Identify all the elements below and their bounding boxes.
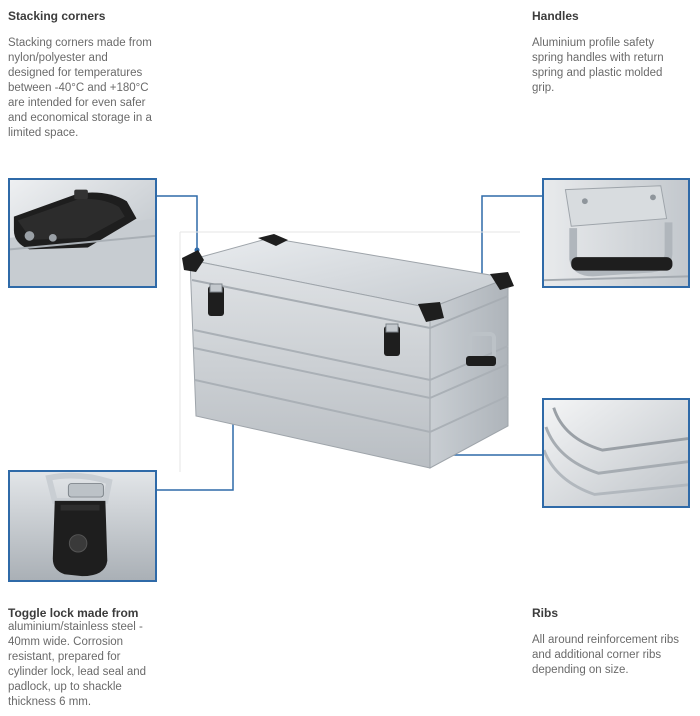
stacking-corners-title: Stacking corners xyxy=(8,9,106,23)
ribs-description: All around reinforcement ribs and additional corner ribs depending on size. xyxy=(532,634,680,676)
handles-title: Handles xyxy=(532,9,579,23)
toggle-lock-right xyxy=(384,324,400,356)
ribs-title: Ribs xyxy=(532,606,559,620)
toggle-lock-photo xyxy=(8,470,157,582)
toggle-lock-description: aluminium/stainless steel - 40mm wide. Corrosion resistant, prepared for cylinder lock, lead seal and padlock, up to shackle thickness 6 mm. xyxy=(8,621,147,708)
aluminium-case-illustration xyxy=(178,230,518,475)
handle-photo xyxy=(542,178,690,288)
stacking-corners-description: Stacking corners made from nylon/polyester and designed for temperatures between -40°C and +180°C are intended for even safer and economical storage in a limited space. xyxy=(8,37,152,139)
ribs-photo xyxy=(542,398,690,508)
toggle-lock-title: Toggle lock made from xyxy=(8,606,139,620)
stacking-corner-photo xyxy=(8,178,157,288)
handles-description: Aluminium profile safety spring handles with return spring and plastic molded grip. xyxy=(532,37,664,94)
toggle-lock-left xyxy=(208,284,224,316)
